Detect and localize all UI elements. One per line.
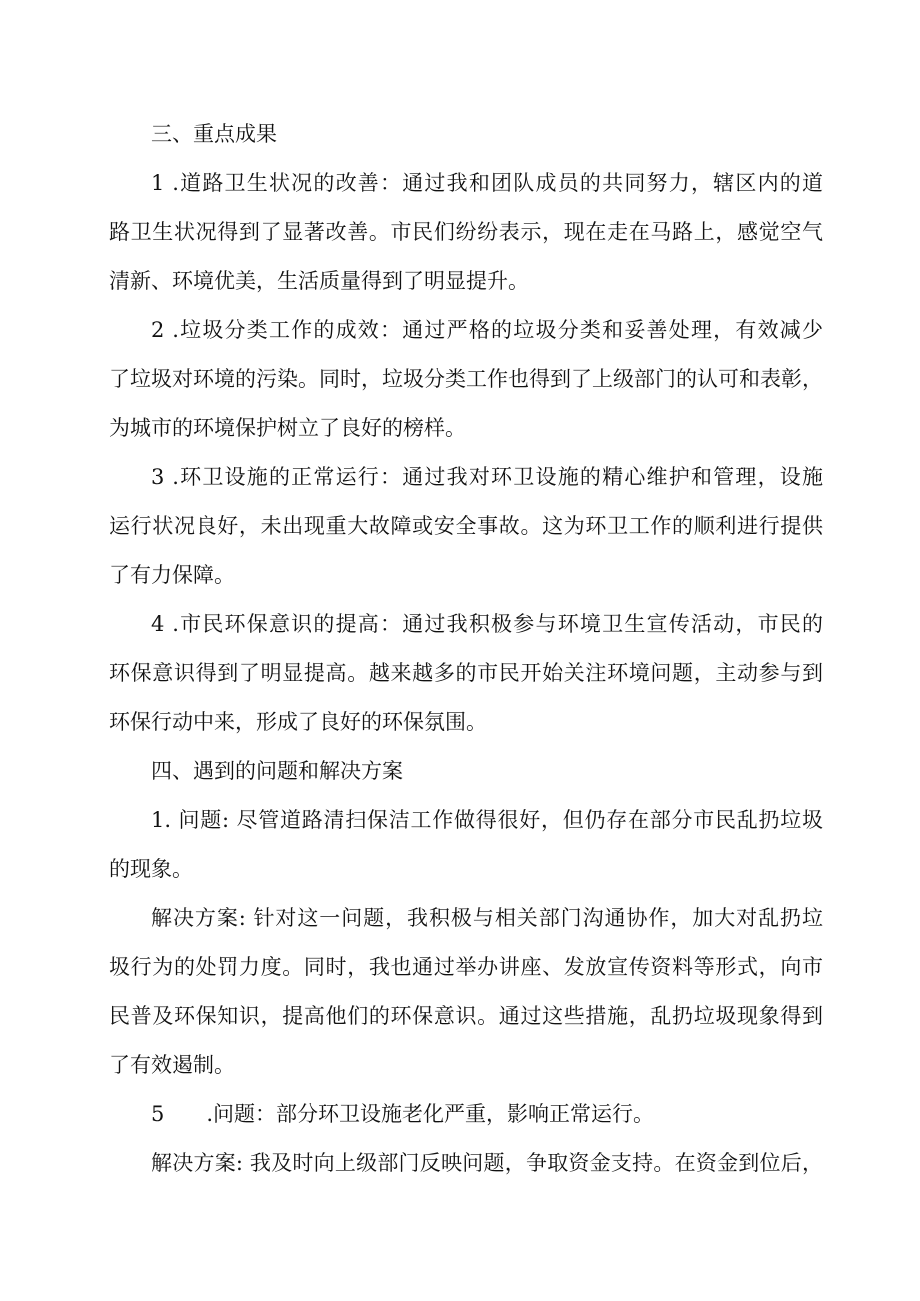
body-paragraph xyxy=(109,796,823,894)
body-paragraph xyxy=(109,1139,823,1188)
text-line: 的现象。 xyxy=(109,857,193,881)
text-line: 解决方案: 我及时向上级部门反映问题，争取资金支持。在资金到位后， xyxy=(151,1151,823,1175)
body-paragraph xyxy=(109,600,823,747)
text-line: 四、遇到的问题和解决方案 xyxy=(151,759,403,783)
text-line: 了有力保障。 xyxy=(109,563,235,587)
text-line: 圾行为的处罚力度。同时，我也通过举办讲座、发放宣传资料等形式，向市 xyxy=(109,955,823,979)
text-line: 清新、环境优美，生活质量得到了明显提升。 xyxy=(109,269,529,293)
section-heading xyxy=(109,747,823,796)
body-paragraph xyxy=(109,306,823,453)
text-line: 民普及环保知识，提高他们的环保意识。通过这些措施，乱扔垃圾现象得到 xyxy=(109,1004,823,1028)
body-paragraph xyxy=(109,1090,823,1139)
text-line: 运行状况良好，未出现重大故障或安全事故。这为环卫工作的顺利进行提供 xyxy=(109,514,823,538)
text-line: 路卫生状况得到了显著改善。市民们纷纷表示，现在走在马路上，感觉空气 xyxy=(109,220,823,244)
text-line: 1 .道路卫生状况的改善：通过我和团队成员的共同努力，辖区内的道 xyxy=(151,171,823,195)
document-page xyxy=(109,110,823,1188)
body-paragraph xyxy=(109,159,823,306)
text-line: 为城市的环境保护树立了良好的榜样。 xyxy=(109,416,466,440)
text-line: 了有效遏制。 xyxy=(109,1053,235,1077)
text-line: 5 .问题：部分环卫设施老化严重，影响正常运行。 xyxy=(151,1102,655,1126)
text-line: 环保行动中来，形成了良好的环保氛围。 xyxy=(109,710,487,734)
text-line: 三、重点成果 xyxy=(151,122,277,146)
text-line: 环保意识得到了明显提高。越来越多的市民开始关注环境问题，主动参与到 xyxy=(109,661,823,685)
section-heading xyxy=(109,110,823,159)
text-line: 解决方案: 针对这一问题，我积极与相关部门沟通协作，加大对乱扔垃 xyxy=(151,906,823,930)
body-paragraph xyxy=(109,453,823,600)
text-line: 了垃圾对环境的污染。同时，垃圾分类工作也得到了上级部门的认可和表彰， xyxy=(109,367,823,391)
text-line: 1. 问题: 尽管道路清扫保洁工作做得很好，但仍存在部分市民乱扔垃圾 xyxy=(151,808,823,832)
text-line: 4 .市民环保意识的提高：通过我积极参与环境卫生宣传活动，市民的 xyxy=(151,612,823,636)
text-line: 3 .环卫设施的正常运行：通过我对环卫设施的精心维护和管理，设施 xyxy=(151,465,823,489)
body-paragraph xyxy=(109,894,823,1090)
text-line: 2 .垃圾分类工作的成效：通过严格的垃圾分类和妥善处理，有效减少 xyxy=(151,318,823,342)
